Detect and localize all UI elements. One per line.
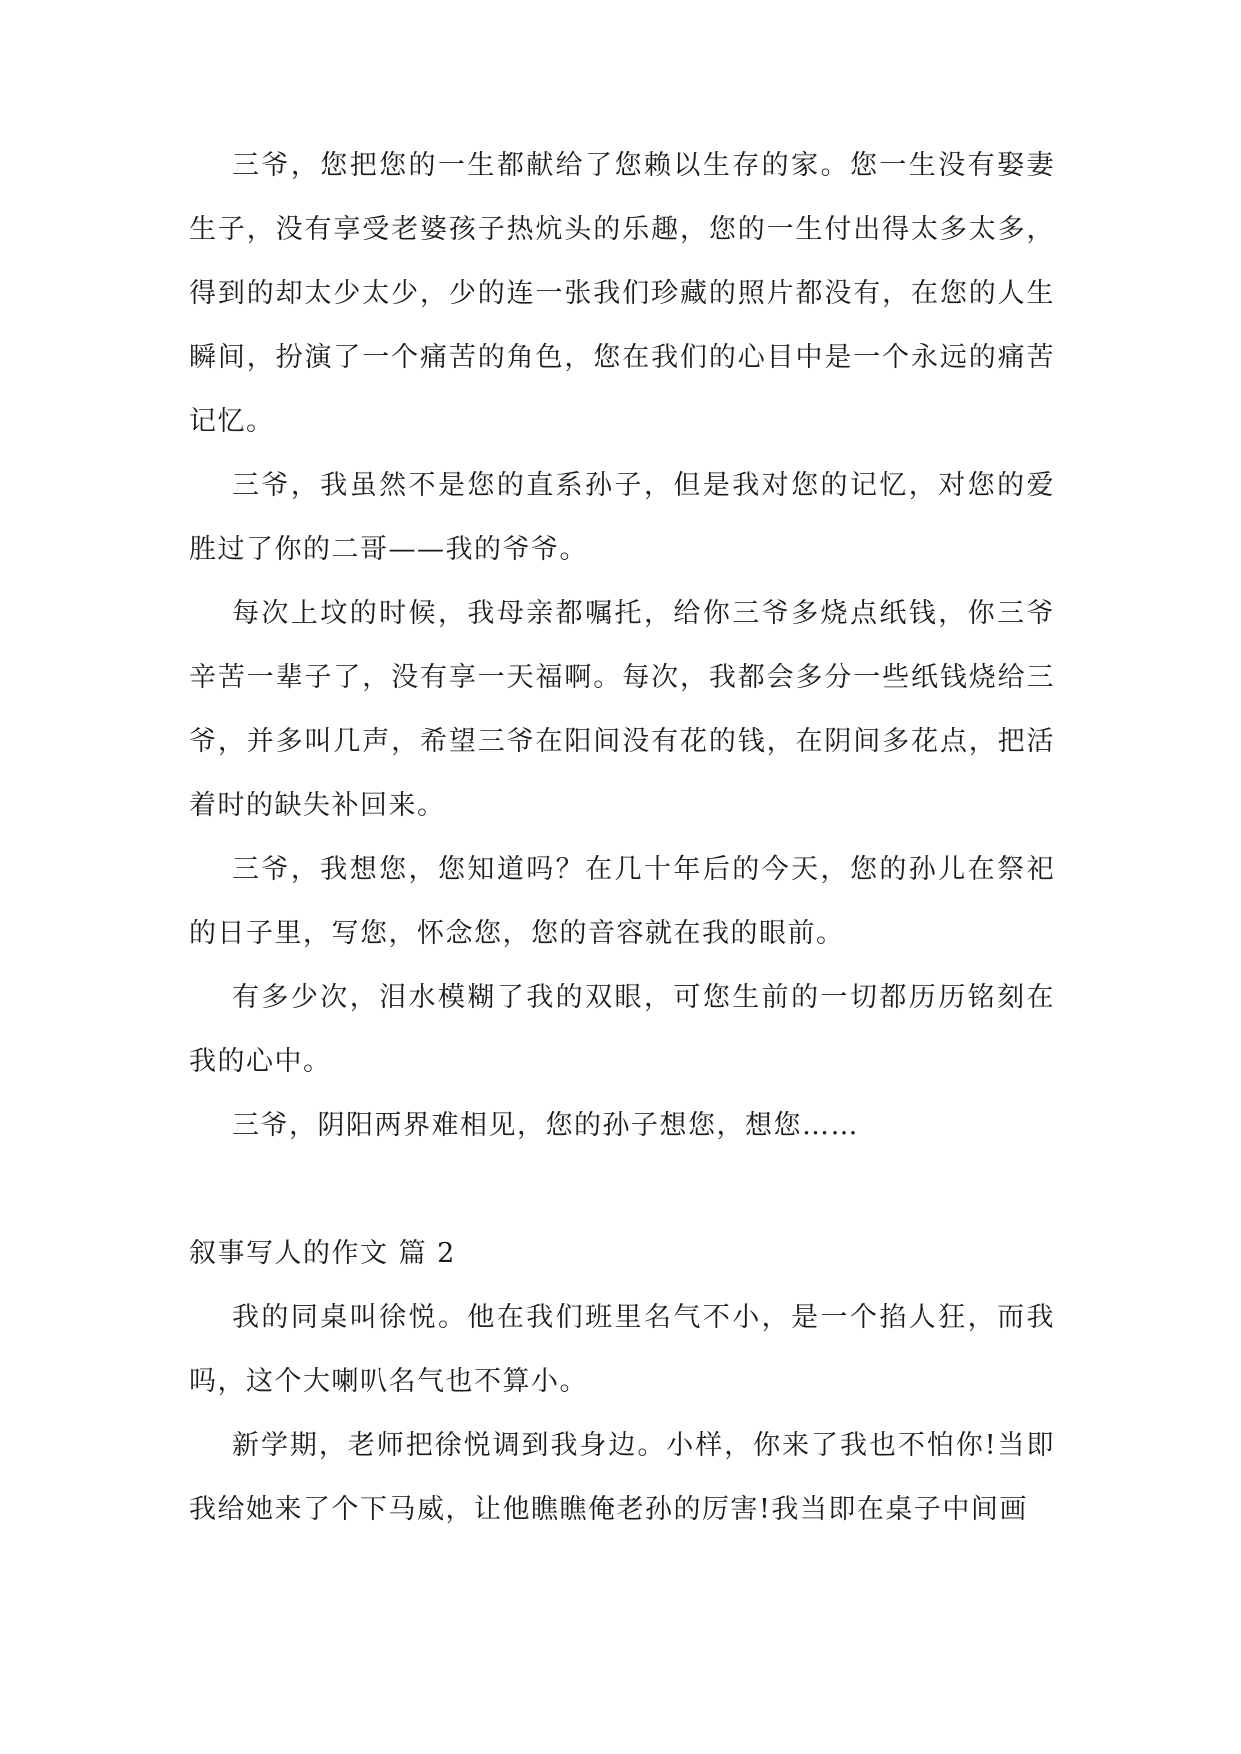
section-gap (189, 1158, 1055, 1222)
paragraph-4: 三爷，我想您，您知道吗？在几十年后的今天，您的孙儿在祭祀的日子里，写您，怀念您，您的音容就在我的眼前。 (189, 854, 1055, 949)
section-heading: 叙事写人的作文 篇 2 (189, 1238, 456, 1269)
document-body (189, 134, 1055, 1542)
paragraph-3: 每次上坟的时候，我母亲都嘱托，给你三爷多烧点纸钱，你三爷辛苦一辈子了，没有享一天福啊。每次，我都会多分一些纸钱烧给三爷，并多叫几声，希望三爷在阳间没有花的钱，在阴间多花点，把活着时的缺失补回来。 (189, 598, 1055, 821)
paragraph-7: 我的同桌叫徐悦。他在我们班里名气不小，是一个掐人狂，而我吗，这个大喇叭名气也不算小。 (189, 1302, 1055, 1397)
paragraph-6: 三爷，阴阳两界难相见，您的孙子想您，想您…… (232, 1110, 859, 1141)
paragraph-1: 三爷，您把您的一生都献给了您赖以生存的家。您一生没有娶妻生子，没有享受老婆孩子热炕头的乐趣，您的一生付出得太多太多，得到的却太少太少，少的连一张我们珍藏的照片都没有，在您的人生瞬间，扮演了一个痛苦的角色，您在我们的心目中是一个永远的痛苦记忆。 (189, 150, 1055, 437)
paragraph-8: 新学期，老师把徐悦调到我身边。小样，你来了我也不怕你!当即我给她来了个下马威，让他瞧瞧俺老孙的厉害!我当即在桌子中间画 (189, 1430, 1055, 1525)
paragraph-5: 有多少次，泪水模糊了我的双眼，可您生前的一切都历历铭刻在我的心中。 (189, 982, 1055, 1077)
paragraph-2: 三爷，我虽然不是您的直系孙子，但是我对您的记忆，对您的爱胜过了你的二哥——我的爷爷。 (189, 470, 1055, 565)
